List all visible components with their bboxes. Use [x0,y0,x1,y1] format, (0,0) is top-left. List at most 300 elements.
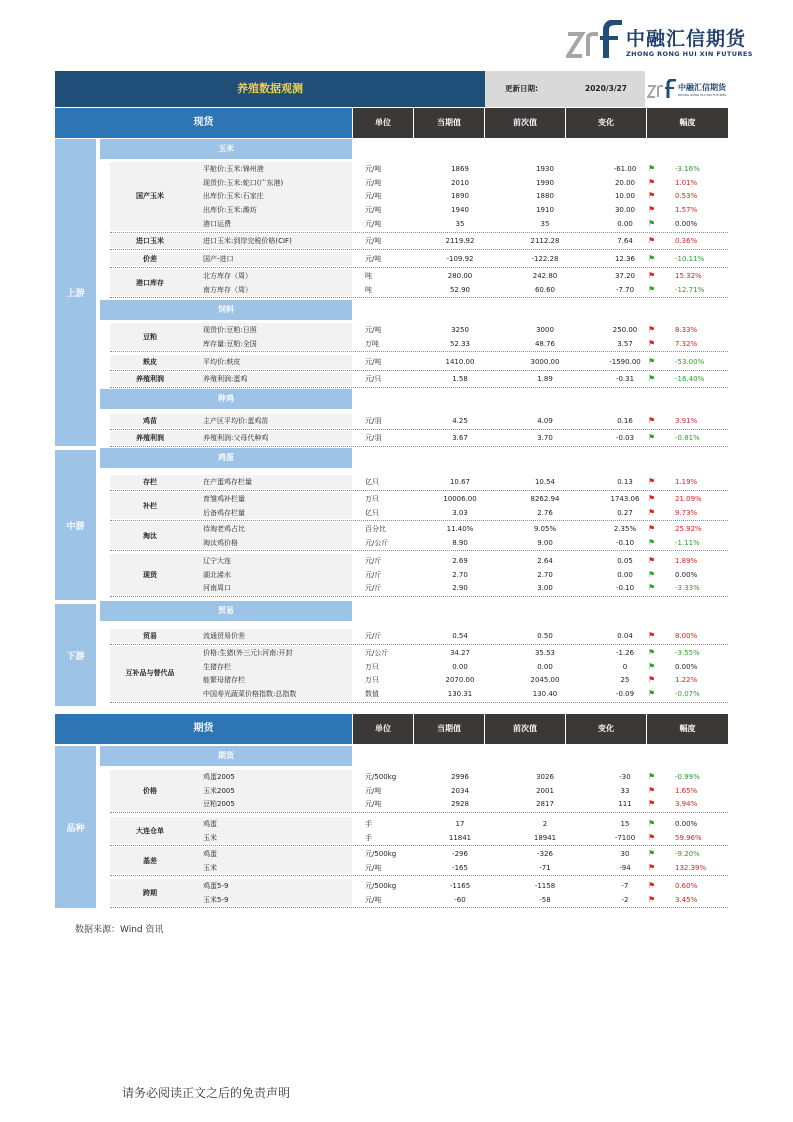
row-current: 2034 [451,786,469,795]
row-unit: 元/吨 [365,219,382,228]
row-item: 平舱价:玉米:锦州港 [203,165,264,173]
segment-label: 上游 [55,139,96,446]
row-unit: 元/斤 [365,584,382,593]
row-unit: 元/500kg [365,882,397,890]
row-unit: 万只 [365,662,379,671]
row-previous: 2.64 [537,557,553,565]
row-change: 7.64 [617,237,633,245]
row-divider [110,429,728,430]
row-previous: 3000.00 [530,358,560,366]
section-header: 贸易 [100,601,352,621]
row-pct: 0.36% [675,237,698,245]
row-pct: -10.11% [675,255,705,263]
row-current: 17 [455,820,465,828]
date-label: 更新日期: [505,84,538,93]
row-previous: 1.89 [537,375,553,383]
row-current: 2.90 [452,584,468,593]
row-pct: 0.53% [675,192,698,201]
row-current: 0.54 [452,632,468,640]
row-change: 0 [622,662,628,671]
row-divider [110,446,728,447]
row-current: 10006.00 [443,495,477,503]
category-label: 互补品与替代品 [125,669,175,678]
fut-col-unit: 单位 [353,714,413,744]
spot-header: 现货 [55,108,352,138]
row-pct: 1.19% [675,478,698,486]
row-unit: 元/吨 [365,178,382,187]
category-label: 豆粕 [143,332,157,341]
row-change: 1743.06 [610,495,640,503]
red-flag-icon: ⚑ [648,862,656,872]
row-unit: 亿只 [365,508,379,517]
row-current: 1940 [451,206,469,215]
segment-label: 中游 [55,450,96,600]
green-flag-icon: ⚑ [648,648,656,657]
row-divider [110,550,728,551]
row-unit: 万只 [365,676,379,685]
row-previous: 2045.00 [530,676,560,685]
row-current: -109.92 [446,255,474,263]
row-pct: -53.00% [675,358,705,366]
row-previous: 2817 [536,800,554,809]
row-current: 3250 [451,326,469,334]
row-previous: 4.09 [537,417,553,425]
row-item: 玉米5-9 [203,895,229,904]
col-unit: 单位 [353,108,413,138]
green-flag-icon: ⚑ [648,849,656,858]
red-flag-icon: ⚑ [648,416,656,425]
row-change: 33 [620,786,630,795]
row-item: 后备鸡存栏量 [203,508,245,517]
row-unit: 元/吨 [365,358,382,366]
row-previous: 35 [540,219,550,228]
green-flag-icon: ⚑ [648,284,656,294]
futures-section-header: 期货 [100,746,352,766]
row-pct: 8.33% [675,326,698,334]
row-unit: 亿只 [365,478,379,486]
segment-label: 下游 [55,604,96,706]
row-current: 130.31 [447,690,473,699]
row-unit: 元/吨 [365,786,382,795]
col-pct: 幅度 [647,108,728,138]
section-header: 饲料 [100,300,352,320]
fut-col-pct: 幅度 [647,714,728,744]
row-pct: 59.96% [675,833,702,842]
report-title: 养殖数据观测 [237,82,303,95]
row-item: 平均价:麸皮 [203,358,241,366]
row-previous: 242.80 [532,272,558,280]
row-change: -0.09 [615,690,635,699]
red-flag-icon: ⚑ [648,785,656,795]
row-previous: 130.40 [532,690,558,699]
row-pct: -1.11% [675,538,700,547]
row-unit: 元/500kg [365,773,397,781]
row-item: 价格:生猪(外三元):河南:开封 [203,649,293,657]
row-current: 1410.00 [445,358,475,366]
red-flag-icon: ⚑ [648,507,656,517]
row-previous: 2.70 [537,570,553,579]
section-header: 种鸡 [100,389,352,409]
row-previous: 8262.94 [530,495,560,503]
row-previous: 1990 [536,178,554,187]
row-item: 北方库存（周） [203,272,252,280]
category-label: 淘汰 [143,531,157,540]
row-change: 20.00 [614,178,636,187]
row-previous: 18941 [533,833,557,842]
row-item: 鸡蛋 [203,850,217,858]
row-current: 2119.92 [445,237,475,245]
row-previous: 3026 [536,773,554,781]
row-current: -165 [452,863,468,872]
row-unit: 元/吨 [365,800,382,809]
row-item: 鸡蛋 [203,820,217,828]
row-divider [110,907,728,908]
row-item: 港口运费 [203,219,231,228]
row-previous: 2001 [536,786,554,795]
row-pct: -0.99% [675,773,700,781]
row-item: 鸡蛋5-9 [203,882,229,890]
row-unit: 数值 [365,690,379,699]
row-unit: 百分比 [365,525,386,533]
row-pct: -9.20% [675,850,700,858]
row-current: 2.70 [452,570,468,579]
row-pct: -3.16% [675,165,700,173]
row-current: 1869 [451,165,469,173]
category-label: 养殖利润 [136,374,164,383]
green-flag-icon: ⚑ [648,164,656,173]
row-item: 湖北浠水 [203,570,231,579]
row-current: 8.90 [452,538,468,547]
category-label: 存栏 [143,477,157,486]
row-pct: -3.33% [675,584,700,593]
red-flag-icon: ⚑ [648,477,656,486]
row-unit: 元/只 [365,375,382,383]
row-current: 34.27 [449,649,471,657]
row-change: -7100 [614,833,636,842]
category-label: 国产玉米 [136,192,164,201]
row-previous: 1910 [536,206,554,215]
category-label: 基差 [143,856,157,865]
row-change: -0.10 [615,584,635,593]
row-current: 1890 [451,192,469,201]
row-divider [110,812,728,813]
row-unit: 元/吨 [365,192,382,201]
row-change: 0.27 [617,508,633,517]
row-pct: 1.57% [675,206,698,215]
row-current: 2010 [451,178,469,187]
row-change: -1590.00 [609,358,641,366]
red-flag-icon: ⚑ [648,177,656,187]
row-pct: 0.00% [675,570,698,579]
row-current: 4.25 [452,417,468,425]
row-unit: 元/吨 [365,326,382,334]
flag-icon: ⚑ [648,569,656,579]
row-previous: 60.60 [534,285,556,294]
row-current: 1.58 [452,375,468,383]
row-item: 国产-进口 [203,255,234,263]
row-divider [110,596,728,597]
row-change: 2.35% [613,525,637,533]
category-label: 港口库存 [136,278,164,287]
row-change: 25 [620,676,630,685]
category-label: 麸皮 [143,357,157,366]
brand-logo [566,20,753,64]
row-previous: 2 [542,820,548,828]
row-change: 0.00 [617,219,633,228]
row-unit: 万只 [365,495,379,503]
row-previous: 2.76 [537,508,553,517]
row-item: 鸡蛋2005 [203,773,235,781]
row-change: -61.00 [613,165,637,173]
row-unit: 吨 [365,285,372,294]
futures-segment-label: 品种 [55,746,96,908]
row-current: -60 [454,895,466,904]
row-unit: 元/吨 [365,863,382,872]
row-change: 0.13 [617,478,633,486]
mini-brand-cn: 中融汇信期货 [678,83,726,92]
row-pct: 132.39% [675,863,707,872]
row-item: 玉米 [203,833,217,842]
row-current: 2.69 [452,557,468,565]
row-item: 待淘老鸡占比 [203,525,245,533]
row-change: 15 [620,820,630,828]
red-flag-icon: ⚑ [648,675,656,685]
row-pct: 1.01% [675,178,698,187]
row-previous: 48.76 [534,339,556,348]
row-previous: 9.00 [537,538,553,547]
row-change: -0.10 [615,538,635,547]
row-unit: 元/500kg [365,850,397,858]
row-current: 52.33 [449,339,471,348]
category-label: 价差 [143,254,157,263]
row-current: 11.40% [446,525,474,533]
row-item: 育雏鸡补栏量 [203,495,245,503]
red-flag-icon: ⚑ [648,832,656,842]
row-change: 0.16 [617,417,633,425]
green-flag-icon: ⚑ [648,254,656,263]
row-change: -0.03 [615,434,635,442]
row-previous: -58 [539,895,551,904]
row-change: 111 [618,800,632,809]
row-pct: 3.94% [675,800,698,809]
row-current: 11841 [448,833,472,842]
row-pct: 3.45% [675,895,698,904]
row-unit: 手 [365,820,372,828]
row-previous: -326 [537,850,553,858]
red-flag-icon: ⚑ [648,894,656,904]
row-pct: -0.81% [675,434,700,442]
spot-table [55,71,728,706]
category-label: 现货 [143,570,157,579]
row-change: 30.00 [614,206,636,215]
row-current: 0.00 [452,662,468,671]
row-item: 南方库存（周） [203,285,252,294]
row-pct: 0.60% [675,882,698,890]
row-item: 流通贸易价差 [203,632,245,640]
row-unit: 元/吨 [365,206,382,215]
red-flag-icon: ⚑ [648,631,656,640]
row-divider [110,370,728,371]
row-change: 30 [620,850,630,858]
row-item: 在产蛋鸡存栏量 [203,478,252,486]
row-previous: -1158 [534,882,556,890]
flag-icon: ⚑ [648,218,656,228]
row-pct: 15.32% [675,272,702,280]
green-flag-icon: ⚑ [648,772,656,781]
category-label: 大连仓单 [136,826,164,835]
row-unit: 元/羽 [365,417,382,425]
row-pct: -0.07% [675,690,700,699]
red-flag-icon: ⚑ [648,556,656,565]
row-current: 2070.00 [445,676,475,685]
row-change: 3.57 [617,339,633,348]
fut-col-current: 当期值 [414,714,484,744]
row-previous: 3.70 [537,434,553,442]
futures-table [55,714,728,908]
row-pct: 0.00% [675,662,698,671]
row-unit: 元/吨 [365,165,382,173]
red-flag-icon: ⚑ [648,881,656,890]
col-change: 变化 [566,108,646,138]
red-flag-icon: ⚑ [648,271,656,280]
col-current: 当期值 [414,108,484,138]
row-previous: 1930 [536,165,554,173]
row-current: -296 [452,850,468,858]
row-item: 玉米 [203,863,217,872]
green-flag-icon: ⚑ [648,433,656,442]
row-divider [110,387,728,388]
col-previous: 前次值 [485,108,565,138]
row-item: 养殖利润:父母代种鸡 [203,434,269,442]
section-header: 玉米 [100,139,352,159]
row-previous: 2112.28 [530,237,560,245]
row-unit: 元/吨 [365,237,382,245]
row-item: 主产区平均价:蛋鸡苗 [203,417,269,425]
row-current: 2996 [451,773,469,781]
data-source: 数据来源：Wind 资讯 [75,925,164,935]
red-flag-icon: ⚑ [648,338,656,348]
row-item: 玉米2005 [203,786,235,795]
row-change: 0.04 [617,632,633,640]
row-change: -2 [621,895,629,904]
row-item: 现货价:豆粕:日照 [203,326,257,334]
row-item: 辽宁大连 [203,557,231,565]
futures-header: 期货 [55,714,352,744]
row-item: 养殖利润:蛋鸡 [203,375,248,383]
row-current: -1165 [449,882,471,890]
row-unit: 吨 [365,272,372,280]
row-previous: -71 [539,863,551,872]
row-pct: -12.71% [675,285,705,294]
row-pct: 21.09% [675,495,702,503]
row-divider [110,297,728,298]
row-divider [110,351,728,352]
row-current: 2928 [451,800,469,809]
flag-icon: ⚑ [648,819,656,828]
row-change: -94 [619,863,631,872]
row-divider [110,490,728,491]
row-pct: 1.65% [675,786,698,795]
fut-col-previous: 前次值 [485,714,565,744]
row-item: 进口玉米:到岸完税价格(CIF) [203,237,292,245]
row-current: 52.90 [449,285,471,294]
row-change: -0.31 [615,375,635,383]
row-change: -30 [619,773,631,781]
row-change: -7.70 [615,285,635,294]
brand-name-cn: 中融汇信期货 [626,28,747,50]
category-label: 鸡苗 [143,416,157,425]
row-change: 10.00 [614,192,636,201]
row-item: 生猪存栏 [203,662,231,671]
row-item: 中国寿光蔬菜价格指数:总指数 [203,690,297,699]
green-flag-icon: ⚑ [648,583,656,593]
row-item: 出库价:玉米:石家庄 [203,192,264,201]
row-current: 3.03 [452,508,468,517]
red-flag-icon: ⚑ [648,325,656,334]
row-item: 库存量:豆粕:全国 [203,339,257,348]
disclaimer: 请务必阅读正文之后的免责声明 [122,1086,291,1100]
row-item: 能繁母猪存栏 [203,676,245,685]
red-flag-icon: ⚑ [648,205,656,215]
row-previous: 0.50 [537,632,553,640]
red-flag-icon: ⚑ [648,494,656,503]
row-divider [110,702,728,703]
row-previous: 35.53 [534,649,556,657]
red-flag-icon: ⚑ [648,524,656,533]
row-change: 250.00 [612,326,638,334]
row-pct: 8.00% [675,632,698,640]
row-unit: 元/羽 [365,434,382,442]
row-pct: 0.00% [675,820,698,828]
flag-icon: ⚑ [648,661,656,671]
row-change: 12.36 [614,255,636,263]
row-divider [110,644,728,645]
row-unit: 元/吨 [365,895,382,904]
row-item: 河南周口 [203,584,231,593]
row-current: 280.00 [447,272,473,280]
row-previous: 3000 [536,326,554,334]
red-flag-icon: ⚑ [648,236,656,245]
row-divider [110,875,728,876]
category-label: 进口玉米 [136,236,164,245]
fut-col-change: 变化 [566,714,646,744]
row-pct: -3.55% [675,649,700,657]
row-current: 10.67 [449,478,471,486]
zrf-logo-icon [566,20,624,60]
section-header: 鸡蛋 [100,448,352,468]
row-previous: 9.05% [533,525,557,533]
row-previous: 3.00 [537,584,553,593]
row-pct: 25.92% [675,525,702,533]
green-flag-icon: ⚑ [648,374,656,383]
row-unit: 元/斤 [365,632,382,640]
row-item: 现货价:玉米:蛇口(广东港) [203,178,284,187]
row-change: 0.05 [617,557,633,565]
red-flag-icon: ⚑ [648,191,656,201]
row-change: 0.00 [617,570,633,579]
row-unit: 手 [365,833,372,842]
row-previous: 1880 [536,192,554,201]
row-unit: 万吨 [365,339,379,348]
category-label: 跨期 [143,888,157,897]
row-divider [110,267,728,268]
green-flag-icon: ⚑ [648,537,656,547]
row-previous: -122.28 [531,255,559,263]
row-change: -1.26 [615,649,635,657]
row-unit: 元/斤 [365,570,382,579]
date-value: 2020/3/27 [585,84,628,93]
row-pct: 3.91% [675,417,698,425]
